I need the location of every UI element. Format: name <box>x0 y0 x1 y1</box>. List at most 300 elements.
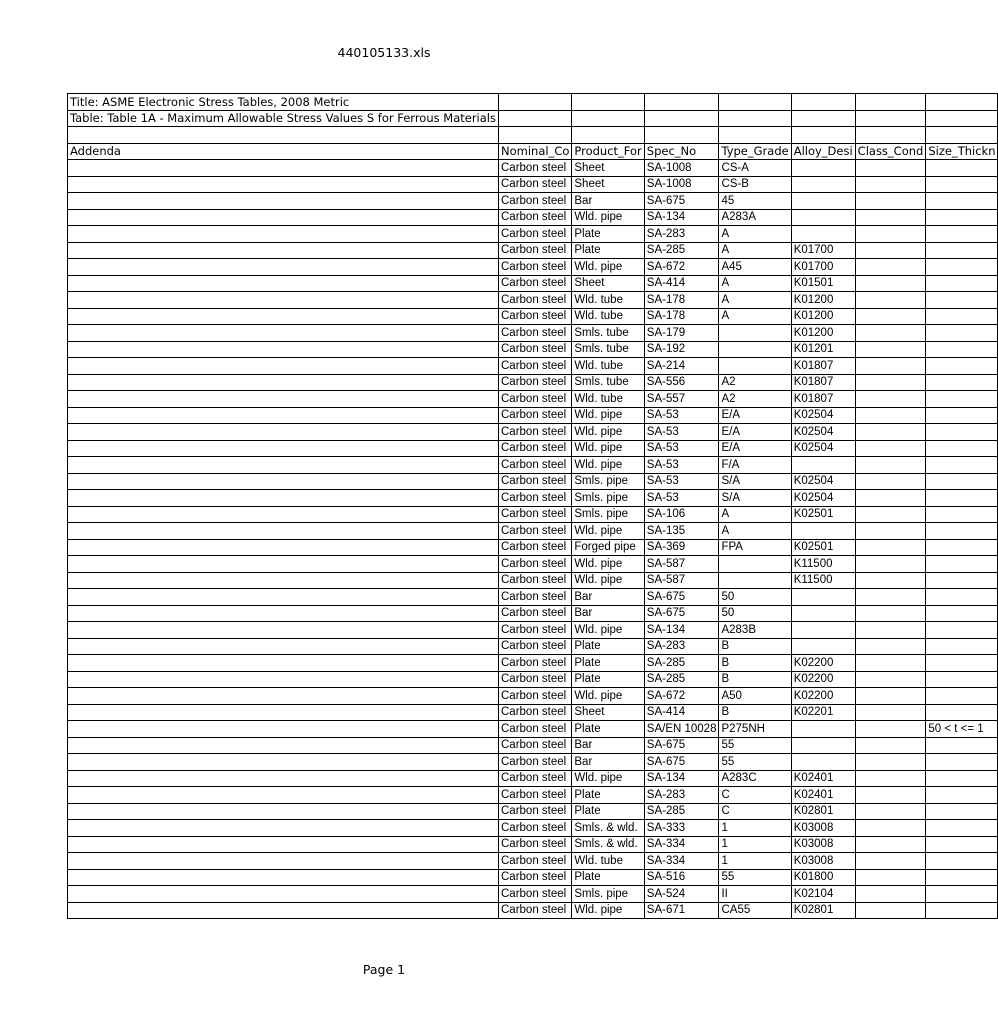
table-row <box>68 457 998 474</box>
table-cell <box>855 721 926 738</box>
table-cell <box>926 869 998 886</box>
table-cell: Wld. pipe <box>572 407 644 424</box>
table-cell: Smls. pipe <box>572 506 644 523</box>
table-row <box>68 341 998 358</box>
table-row <box>68 638 998 655</box>
table-cell <box>926 737 998 754</box>
table-cell <box>68 737 499 754</box>
table-cell: K03008 <box>791 836 855 853</box>
table-cell: K01800 <box>791 869 855 886</box>
table-cell <box>855 292 926 309</box>
table-cell <box>926 374 998 391</box>
column-header: Nominal_Co <box>499 143 572 160</box>
table-row <box>68 721 998 738</box>
table-cell: B <box>719 704 791 721</box>
table-cell: B <box>719 671 791 688</box>
table-cell: Carbon steel <box>499 853 572 870</box>
table-cell: K02501 <box>791 506 855 523</box>
table-cell <box>855 424 926 441</box>
table-cell <box>926 226 998 243</box>
table-row <box>68 869 998 886</box>
table-cell <box>791 523 855 540</box>
table-cell: Carbon steel <box>499 754 572 771</box>
column-header: Alloy_Desi <box>791 143 855 160</box>
table-cell <box>926 440 998 457</box>
table-cell: Carbon steel <box>499 160 572 177</box>
table-cell <box>926 539 998 556</box>
table-cell: A283B <box>719 622 791 639</box>
table-cell <box>791 721 855 738</box>
table-cell <box>68 457 499 474</box>
table-cell <box>926 671 998 688</box>
table-cell: SA-134 <box>644 622 719 639</box>
table-cell: SA-283 <box>644 226 719 243</box>
table-cell: C <box>719 787 791 804</box>
table-cell <box>855 457 926 474</box>
table-cell <box>68 605 499 622</box>
table-cell <box>68 275 499 292</box>
table-cell: Wld. pipe <box>572 572 644 589</box>
table-cell <box>68 209 499 226</box>
column-header: Class_Cond <box>855 143 926 160</box>
table-cell: SA-179 <box>644 325 719 342</box>
table-cell <box>926 523 998 540</box>
table-cell: SA-53 <box>644 440 719 457</box>
table-cell <box>855 259 926 276</box>
table-cell <box>68 688 499 705</box>
table-cell <box>791 193 855 210</box>
column-header: Spec_No <box>644 143 719 160</box>
table-cell: Bar <box>572 754 644 771</box>
table-cell: Wld. pipe <box>572 457 644 474</box>
table-cell <box>855 589 926 606</box>
table-cell <box>791 176 855 193</box>
table-cell <box>926 770 998 787</box>
table-cell <box>68 820 499 837</box>
table-cell <box>855 193 926 210</box>
title-cell: Title: ASME Electronic Stress Tables, 2008 Metric <box>68 94 499 111</box>
table-cell: K11500 <box>791 556 855 573</box>
table-cell: A2 <box>719 374 791 391</box>
table-row <box>68 391 998 408</box>
table-cell: SA-672 <box>644 688 719 705</box>
table-cell: Carbon steel <box>499 226 572 243</box>
table-cell <box>855 787 926 804</box>
table-cell <box>926 787 998 804</box>
table-cell <box>926 506 998 523</box>
table-cell: SA-672 <box>644 259 719 276</box>
table-cell: Carbon steel <box>499 836 572 853</box>
table-cell: SA-333 <box>644 820 719 837</box>
table-cell: S/A <box>719 473 791 490</box>
table-cell: K02504 <box>791 473 855 490</box>
table-cell <box>855 869 926 886</box>
table-cell <box>68 358 499 375</box>
table-cell <box>855 226 926 243</box>
table-cell <box>68 787 499 804</box>
table-cell <box>68 226 499 243</box>
table-cell <box>926 341 998 358</box>
table-cell <box>926 308 998 325</box>
table-cell <box>68 341 499 358</box>
table-cell: Smls. tube <box>572 341 644 358</box>
table-cell <box>791 638 855 655</box>
table-cell: Smls. pipe <box>572 886 644 903</box>
table-cell: SA-134 <box>644 770 719 787</box>
table-cell: Wld. tube <box>572 358 644 375</box>
table-cell: Smls. tube <box>572 325 644 342</box>
table-cell <box>855 820 926 837</box>
table-cell <box>68 853 499 870</box>
table-cell: Wld. pipe <box>572 902 644 919</box>
table-cell <box>68 374 499 391</box>
table-cell: A283C <box>719 770 791 787</box>
table-cell: Wld. pipe <box>572 556 644 573</box>
table-cell: Wld. tube <box>572 853 644 870</box>
table-cell: Carbon steel <box>499 688 572 705</box>
table-row <box>68 193 998 210</box>
table-cell: Carbon steel <box>499 820 572 837</box>
table-cell <box>855 688 926 705</box>
table-cell: A <box>719 242 791 259</box>
table-cell <box>791 589 855 606</box>
table-row <box>68 754 998 771</box>
table-cell: Smls. pipe <box>572 490 644 507</box>
table-cell: E/A <box>719 424 791 441</box>
table-cell <box>855 374 926 391</box>
table-cell: Carbon steel <box>499 407 572 424</box>
table-row <box>68 836 998 853</box>
table-cell <box>855 886 926 903</box>
table-cell: Carbon steel <box>499 869 572 886</box>
table-cell <box>791 457 855 474</box>
table-cell <box>68 572 499 589</box>
table-cell: Carbon steel <box>499 341 572 358</box>
table-row <box>68 589 998 606</box>
table-cell <box>68 325 499 342</box>
table-cell <box>68 770 499 787</box>
table-cell <box>791 226 855 243</box>
table-row <box>68 259 998 276</box>
table-cell <box>926 358 998 375</box>
table-cell: K02401 <box>791 770 855 787</box>
table-cell <box>68 407 499 424</box>
table-cell: K02501 <box>791 539 855 556</box>
table-cell: FPA <box>719 539 791 556</box>
table-row <box>68 506 998 523</box>
table-cell <box>68 424 499 441</box>
table-cell: Carbon steel <box>499 473 572 490</box>
table-cell <box>855 902 926 919</box>
table-cell: K02801 <box>791 902 855 919</box>
table-cell: K01201 <box>791 341 855 358</box>
table-row <box>68 160 998 177</box>
table-cell: Carbon steel <box>499 721 572 738</box>
table-cell <box>855 754 926 771</box>
table-cell: Wld. tube <box>572 391 644 408</box>
table-row <box>68 209 998 226</box>
table-cell <box>926 275 998 292</box>
table-cell <box>855 622 926 639</box>
table-cell <box>68 193 499 210</box>
table-cell <box>68 655 499 672</box>
table-cell <box>926 325 998 342</box>
table-cell <box>68 886 499 903</box>
table-cell: K01200 <box>791 292 855 309</box>
table-cell: SA-671 <box>644 902 719 919</box>
table-cell <box>855 391 926 408</box>
table-cell <box>926 688 998 705</box>
table-cell: Carbon steel <box>499 391 572 408</box>
table-cell: SA-283 <box>644 638 719 655</box>
table-cell: SA-516 <box>644 869 719 886</box>
table-cell: SA-675 <box>644 754 719 771</box>
table-cell: SA-285 <box>644 655 719 672</box>
table-cell <box>855 176 926 193</box>
table-row <box>68 440 998 457</box>
table-cell: Smls. tube <box>572 374 644 391</box>
table-row <box>68 737 998 754</box>
table-cell: Carbon steel <box>499 440 572 457</box>
table-row <box>68 556 998 573</box>
table-row <box>68 374 998 391</box>
table-row <box>68 242 998 259</box>
table-cell: SA-557 <box>644 391 719 408</box>
table-cell: Bar <box>572 193 644 210</box>
table-cell <box>855 209 926 226</box>
table-cell: E/A <box>719 407 791 424</box>
table-cell <box>855 358 926 375</box>
table-cell: Wld. pipe <box>572 209 644 226</box>
table-cell <box>68 754 499 771</box>
table-cell: Plate <box>572 869 644 886</box>
table-row <box>68 902 998 919</box>
table-cell: K02504 <box>791 490 855 507</box>
table-cell: Carbon steel <box>499 209 572 226</box>
table-cell <box>855 407 926 424</box>
table-row <box>68 688 998 705</box>
table-cell <box>68 473 499 490</box>
table-cell: K01807 <box>791 358 855 375</box>
table-cell: Wld. pipe <box>572 688 644 705</box>
table-cell <box>926 473 998 490</box>
table-cell <box>68 638 499 655</box>
table-cell <box>68 803 499 820</box>
table-cell: K02401 <box>791 787 855 804</box>
table-cell: SA-192 <box>644 341 719 358</box>
table-cell <box>68 556 499 573</box>
table-cell: K01200 <box>791 325 855 342</box>
table-row <box>68 539 998 556</box>
table-cell: Carbon steel <box>499 902 572 919</box>
table-cell: 55 <box>719 754 791 771</box>
table-cell: Bar <box>572 589 644 606</box>
table-cell: A2 <box>719 391 791 408</box>
table-cell: A <box>719 308 791 325</box>
table-cell: Wld. tube <box>572 308 644 325</box>
table-cell: Carbon steel <box>499 490 572 507</box>
table-cell: A <box>719 523 791 540</box>
table-cell <box>68 869 499 886</box>
table-row <box>68 292 998 309</box>
table-cell: Wld. tube <box>572 292 644 309</box>
table-cell <box>68 902 499 919</box>
table-row <box>68 176 998 193</box>
table-cell: K02200 <box>791 655 855 672</box>
table-cell: Carbon steel <box>499 704 572 721</box>
table-row <box>68 490 998 507</box>
table-cell <box>855 308 926 325</box>
table-cell: Wld. pipe <box>572 440 644 457</box>
table-cell: Carbon steel <box>499 671 572 688</box>
table-cell: Plate <box>572 655 644 672</box>
table-row <box>68 572 998 589</box>
table-cell: K02200 <box>791 688 855 705</box>
table-cell: Plate <box>572 226 644 243</box>
table-cell <box>855 704 926 721</box>
table-cell: Wld. pipe <box>572 770 644 787</box>
table-cell: Wld. pipe <box>572 523 644 540</box>
table-cell: Sheet <box>572 160 644 177</box>
table-cell: K02201 <box>791 704 855 721</box>
table-name-cell: Table: Table 1A - Maximum Allowable Stress Values S for Ferrous Materials <box>68 110 499 127</box>
table-row <box>68 622 998 639</box>
table-row <box>68 308 998 325</box>
column-header: Product_For <box>572 143 644 160</box>
table-row <box>68 424 998 441</box>
table-cell: Sheet <box>572 704 644 721</box>
table-cell: 50 < t <= 1 <box>926 721 998 738</box>
table-cell <box>926 803 998 820</box>
table-cell: Carbon steel <box>499 787 572 804</box>
table-cell <box>855 853 926 870</box>
table-cell: Carbon steel <box>499 655 572 672</box>
table-cell: SA-1008 <box>644 176 719 193</box>
table-cell <box>926 457 998 474</box>
table-cell: Plate <box>572 638 644 655</box>
table-cell: SA-675 <box>644 193 719 210</box>
column-header: Type_Grade <box>719 143 791 160</box>
table-cell <box>926 836 998 853</box>
table-cell: K11500 <box>791 572 855 589</box>
table-cell: K01501 <box>791 275 855 292</box>
table-row <box>68 358 998 375</box>
table-cell <box>791 754 855 771</box>
table-cell: SA-135 <box>644 523 719 540</box>
table-cell <box>719 572 791 589</box>
table-cell: A45 <box>719 259 791 276</box>
table-cell: SA/EN 10028 <box>644 721 719 738</box>
table-row <box>68 473 998 490</box>
table-cell: 55 <box>719 869 791 886</box>
table-cell: SA-283 <box>644 787 719 804</box>
table-cell <box>855 539 926 556</box>
table-cell: K02504 <box>791 440 855 457</box>
table-cell: CA55 <box>719 902 791 919</box>
table-row <box>68 605 998 622</box>
table-cell: Wld. pipe <box>572 622 644 639</box>
table-cell <box>855 556 926 573</box>
table-cell: 1 <box>719 853 791 870</box>
table-cell: A <box>719 506 791 523</box>
table-cell: 1 <box>719 836 791 853</box>
table-row <box>68 325 998 342</box>
table-row <box>68 886 998 903</box>
table-row <box>68 671 998 688</box>
document-filename: 440105133.xls <box>337 45 431 60</box>
table-cell: 55 <box>719 737 791 754</box>
table-cell: Carbon steel <box>499 424 572 441</box>
table-cell <box>855 325 926 342</box>
table-cell <box>855 473 926 490</box>
table-cell: K02504 <box>791 407 855 424</box>
table-cell <box>68 523 499 540</box>
table-cell: Carbon steel <box>499 737 572 754</box>
table-cell: SA-556 <box>644 374 719 391</box>
table-cell: CS-B <box>719 176 791 193</box>
table-cell <box>855 638 926 655</box>
table-cell: Carbon steel <box>499 622 572 639</box>
table-cell: K03008 <box>791 820 855 837</box>
table-cell <box>926 622 998 639</box>
table-cell: SA-334 <box>644 836 719 853</box>
table-cell: SA-214 <box>644 358 719 375</box>
table-cell <box>68 242 499 259</box>
table-cell <box>855 440 926 457</box>
table-cell <box>719 358 791 375</box>
table-cell: Carbon steel <box>499 457 572 474</box>
table-cell: Bar <box>572 605 644 622</box>
table-cell: SA-285 <box>644 671 719 688</box>
table-cell: Carbon steel <box>499 539 572 556</box>
table-cell: Carbon steel <box>499 556 572 573</box>
table-cell: SA-675 <box>644 605 719 622</box>
table-cell: K01200 <box>791 308 855 325</box>
table-cell: SA-675 <box>644 589 719 606</box>
table-cell: K03008 <box>791 853 855 870</box>
page-number: Page 1 <box>362 962 406 977</box>
table-cell: A283A <box>719 209 791 226</box>
table-cell: SA-53 <box>644 424 719 441</box>
table-cell: Carbon steel <box>499 275 572 292</box>
table-cell: Smls. pipe <box>572 473 644 490</box>
table-cell <box>926 589 998 606</box>
table-cell <box>791 209 855 226</box>
table-cell <box>926 853 998 870</box>
table-cell <box>68 160 499 177</box>
table-cell: Carbon steel <box>499 193 572 210</box>
table-cell <box>926 902 998 919</box>
table-cell: SA-134 <box>644 209 719 226</box>
table-cell <box>855 836 926 853</box>
table-cell <box>926 292 998 309</box>
column-header: Addenda <box>68 143 499 160</box>
table-cell: A <box>719 292 791 309</box>
table-cell: Carbon steel <box>499 589 572 606</box>
table-cell <box>719 341 791 358</box>
table-cell <box>855 506 926 523</box>
table-cell: SA-53 <box>644 490 719 507</box>
table-cell: SA-524 <box>644 886 719 903</box>
table-cell: E/A <box>719 440 791 457</box>
table-cell: Carbon steel <box>499 358 572 375</box>
table-cell <box>68 622 499 639</box>
table-cell <box>926 886 998 903</box>
table-cell <box>68 671 499 688</box>
table-cell: Carbon steel <box>499 770 572 787</box>
table-cell: SA-369 <box>644 539 719 556</box>
table-cell: Bar <box>572 737 644 754</box>
